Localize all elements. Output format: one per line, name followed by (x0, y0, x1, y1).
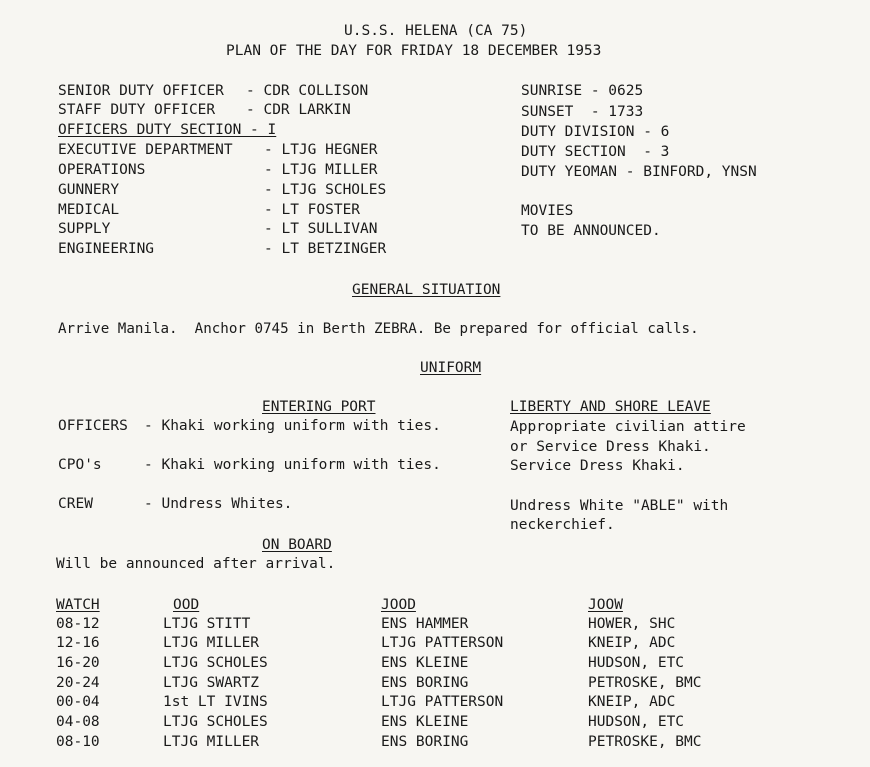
dept-label: EXECUTIVE DEPARTMENT (58, 142, 233, 158)
watch-ood: LTJG SCHOLES (163, 655, 268, 671)
dept-officer: LTJG HEGNER (281, 142, 378, 158)
watch-joow: KNEIP, ADC (588, 694, 676, 710)
watch-jood: LTJG PATTERSON (381, 694, 504, 710)
sunset: SUNSET - 1733 (521, 104, 644, 120)
watch-time: 12-16 (56, 635, 100, 651)
movies-label: MOVIES (521, 203, 574, 219)
uniform-liberty: Undress White "ABLE" with (510, 498, 729, 514)
duty-section: DUTY SECTION - 3 (521, 144, 670, 160)
duty-division: DUTY DIVISION - 6 (521, 124, 670, 140)
staff-duty-name: CDR LARKIN (263, 102, 351, 118)
ship-title: U.S.S. HELENA (CA 75) (344, 23, 528, 39)
uniform-entering: Undress Whites. (161, 496, 293, 512)
dept-officer: LT SULLIVAN (281, 221, 378, 237)
uniform-entering: Khaki working uniform with ties. (161, 418, 441, 434)
watch-time: 00-04 (56, 694, 100, 710)
uniform-group: CPO's (58, 457, 102, 473)
watch-jood: ENS KLEINE (381, 714, 469, 730)
uniform-group: CREW (58, 496, 93, 512)
staff-duty-label: STAFF DUTY OFFICER (58, 102, 216, 118)
senior-duty-label: SENIOR DUTY OFFICER (58, 83, 224, 99)
uniform-liberty: Service Dress Khaki. (510, 458, 685, 474)
dept-officer: LT BETZINGER (281, 241, 387, 257)
watch-jood: ENS KLEINE (381, 655, 469, 671)
dept-label: ENGINEERING (58, 241, 155, 257)
watch-ood: LTJG STITT (163, 616, 251, 632)
plan-title: PLAN OF THE DAY FOR FRIDAY 18 DECEMBER 1953 (226, 43, 602, 59)
ood-header: OOD (173, 597, 200, 613)
watch-joow: HOWER, SHC (588, 616, 676, 632)
watch-time: 16-20 (56, 655, 100, 671)
on-board-text: Will be announced after arrival. (56, 556, 336, 572)
watch-time: 08-10 (56, 734, 100, 750)
watch-joow: HUDSON, ETC (588, 714, 685, 730)
watch-ood: LTJG SCHOLES (163, 714, 268, 730)
watch-ood: LTJG SWARTZ (163, 675, 260, 691)
dept-label: SUPPLY (58, 221, 111, 237)
watch-jood: ENS BORING (381, 734, 469, 750)
watch-jood: LTJG PATTERSON (381, 635, 504, 651)
senior-duty-name: CDR COLLISON (263, 83, 369, 99)
entering-port-heading: ENTERING PORT (262, 399, 376, 415)
watch-jood: ENS HAMMER (381, 616, 469, 632)
dept-officer: LT FOSTER (281, 202, 361, 218)
dept-officer: LTJG SCHOLES (281, 182, 387, 198)
dept-officer: LTJG MILLER (281, 162, 378, 178)
watch-ood: 1st LT IVINS (163, 694, 268, 710)
uniform-group: OFFICERS (58, 418, 128, 434)
jood-header: JOOD (381, 597, 416, 613)
watch-time: 08-12 (56, 616, 100, 632)
uniform-heading: UNIFORM (420, 360, 482, 376)
on-board-heading: ON BOARD (262, 537, 332, 553)
watch-joow: PETROSKE, BMC (588, 675, 702, 691)
uniform-liberty: or Service Dress Khaki. (510, 439, 711, 455)
officers-duty-section-heading: OFFICERS DUTY SECTION - I (58, 122, 277, 138)
uniform-liberty: Appropriate civilian attire (510, 419, 746, 435)
uniform-liberty: neckerchief. (510, 517, 615, 533)
watch-joow: PETROSKE, BMC (588, 734, 702, 750)
general-situation-text: Arrive Manila. Anchor 0745 in Berth ZEBRA. Be prepared for official calls. (58, 321, 699, 337)
watch-header: WATCH (56, 597, 100, 613)
general-situation-heading: GENERAL SITUATION (352, 282, 501, 298)
watch-ood: LTJG MILLER (163, 734, 260, 750)
dept-label: GUNNERY (58, 182, 120, 198)
liberty-heading: LIBERTY AND SHORE LEAVE (510, 399, 711, 415)
dept-label: MEDICAL (58, 202, 120, 218)
watch-ood: LTJG MILLER (163, 635, 260, 651)
sunrise: SUNRISE - 0625 (521, 83, 644, 99)
uniform-entering: Khaki working uniform with ties. (161, 457, 441, 473)
joow-header: JOOW (588, 597, 623, 613)
watch-jood: ENS BORING (381, 675, 469, 691)
watch-joow: HUDSON, ETC (588, 655, 685, 671)
watch-joow: KNEIP, ADC (588, 635, 676, 651)
watch-time: 20-24 (56, 675, 100, 691)
dept-label: OPERATIONS (58, 162, 146, 178)
movies-text: TO BE ANNOUNCED. (521, 223, 661, 239)
duty-yeoman: DUTY YEOMAN - BINFORD, YNSN (521, 164, 757, 180)
watch-time: 04-08 (56, 714, 100, 730)
